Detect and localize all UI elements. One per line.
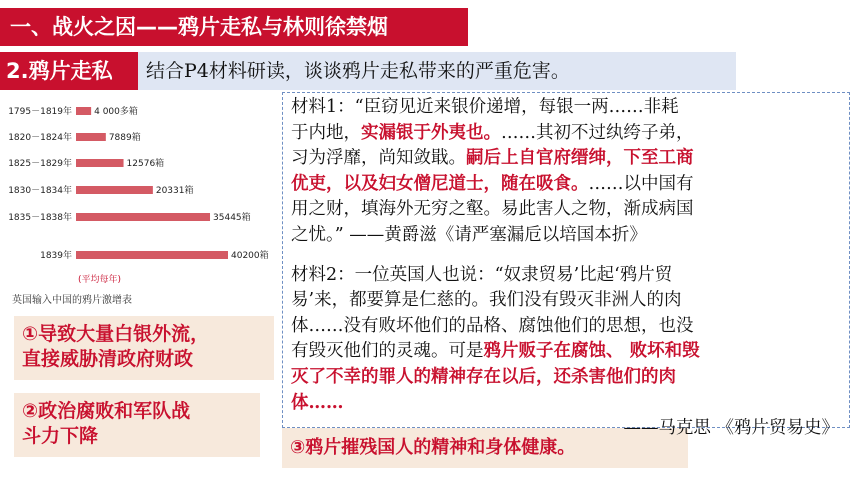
material-box bbox=[282, 92, 850, 439]
m2-line-1: 材料2：一位英国人也说：“奴隶贸易’比起‘鸦片贸 bbox=[291, 264, 673, 285]
m1-highlight: 实漏银于外夷也。 bbox=[361, 122, 501, 143]
chart-bar bbox=[76, 159, 124, 167]
chart-value-label: 35445箱 bbox=[213, 213, 251, 223]
m2-text: 有毁灭他们的灵魂。可是 bbox=[291, 341, 484, 362]
conclusion-2-line-1: ②政治腐败和军队战 bbox=[22, 400, 191, 422]
m2-line-4 bbox=[291, 339, 843, 365]
m1-text: 于内地， bbox=[291, 122, 361, 143]
chart-bar bbox=[76, 213, 210, 221]
m2-highlight: 体…… bbox=[291, 392, 344, 413]
chart-bar bbox=[76, 107, 91, 115]
page-title: 一、战火之因——鸦片走私与林则徐禁烟 bbox=[0, 8, 468, 46]
m1-line-1: 材料1：“臣窃见近来银价递增，每银一两……非耗 bbox=[291, 97, 679, 117]
m1-line-3 bbox=[291, 146, 843, 172]
chart-value-label: 20331箱 bbox=[155, 186, 194, 196]
m1-line-6: 之忧。” ——黄爵滋《请严塞漏卮以培国本折》 bbox=[291, 224, 647, 245]
chart-category-label: 1835－1838年 bbox=[8, 213, 72, 223]
conclusion-2 bbox=[14, 393, 260, 457]
chart-category-label: 1795－1819年 bbox=[8, 107, 72, 117]
m2-source: ——马克思 《鸦片贸易史》 bbox=[623, 418, 839, 439]
chart-category-label: 1830－1834年 bbox=[8, 186, 72, 196]
m2-line-5: 灭了不幸的罪人的精神存在以后，还杀害他们的肉 bbox=[291, 366, 676, 387]
chart-bar bbox=[76, 186, 153, 194]
conclusion-1 bbox=[14, 316, 274, 380]
conclusion-1-line-2: 直接威胁清政府财政 bbox=[22, 348, 194, 370]
m2-highlight: 鸦片贩子在腐蚀、 败坏和毁 bbox=[483, 341, 700, 362]
m2-line-3: 体……没有败坏他们的品格、腐蚀他们的思想，也没 bbox=[291, 315, 694, 336]
conclusion-3: ③鸦片摧残国人的精神和身体健康。 bbox=[282, 428, 688, 468]
chart-category-label: 1820－1824年 bbox=[8, 133, 72, 143]
m1-text: ……以中国有 bbox=[588, 173, 694, 194]
m2-line-6 bbox=[291, 391, 843, 417]
task-prompt: 结合P4材料研读，谈谈鸦片走私带来的严重危害。 bbox=[138, 52, 736, 90]
m1-line-4 bbox=[291, 172, 843, 198]
chart-value-label: 4 000多箱 bbox=[94, 107, 138, 117]
chart-value-label: 40200箱 bbox=[231, 251, 269, 261]
chart-value-label: 7889箱 bbox=[108, 133, 141, 143]
m1-highlight: 嗣后上自官府缙绅，下至工商 bbox=[466, 148, 694, 169]
chart-caption: 英国输入中国的鸦片激增表 bbox=[12, 295, 132, 306]
m1-text: 习为浮靡，尚知敛戢。 bbox=[291, 148, 466, 169]
chart-category-label: 1839年 bbox=[40, 251, 72, 261]
opium-import-chart bbox=[0, 98, 276, 312]
m2-line-2: 易’来，都要算是仁慈的。我们没有毁灭非洲人的肉 bbox=[291, 290, 682, 311]
m1-line-2 bbox=[291, 121, 843, 147]
chart-bar bbox=[76, 251, 228, 259]
chart-annotation: (平均每年) bbox=[78, 275, 122, 285]
chart-value-label: 12576箱 bbox=[126, 159, 165, 169]
conclusion-1-line-1: ①导致大量白银外流， bbox=[22, 323, 210, 345]
m1-highlight: 优吏，以及妇女僧尼道士，随在吸食。 bbox=[291, 173, 589, 194]
chart-bar bbox=[76, 133, 106, 141]
conclusion-2-line-2: 斗力下降 bbox=[22, 425, 99, 447]
section-label: 2.鸦片走私 bbox=[0, 52, 138, 90]
m1-text: ……其初不过纨绔子弟， bbox=[501, 122, 694, 143]
m1-line-5: 用之财，填海外无穷之壑。易此害人之物，渐成病国 bbox=[291, 199, 694, 220]
chart-category-label: 1825－1829年 bbox=[8, 159, 72, 169]
